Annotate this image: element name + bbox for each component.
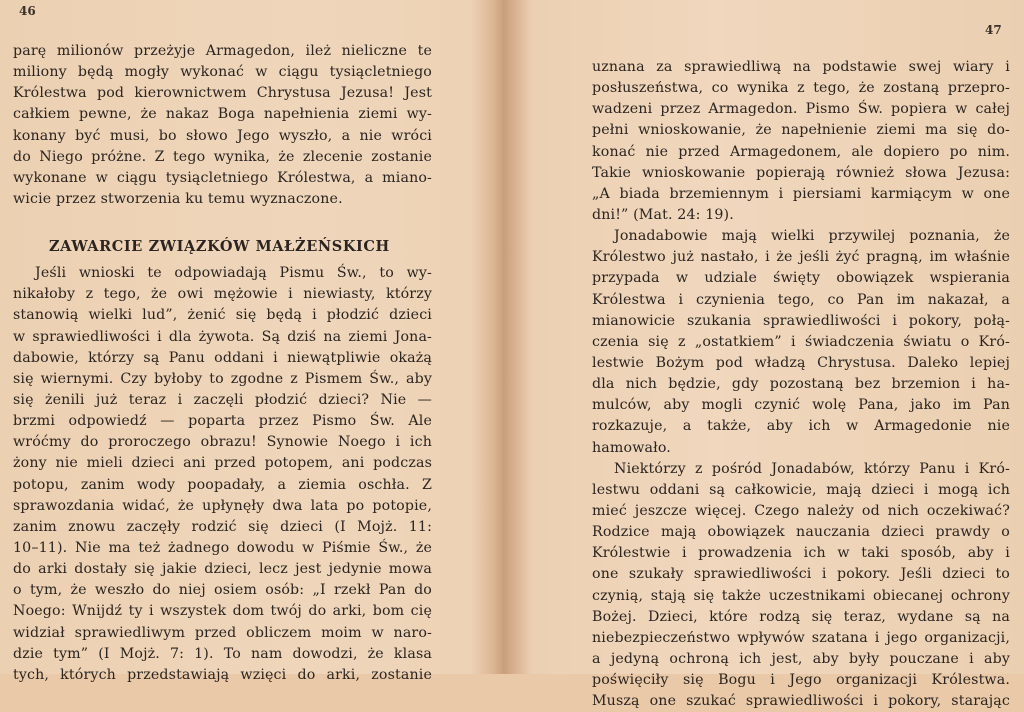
- text-line: wróćmy do proroczego obrazu! Synowie Noego i ich: [13, 434, 432, 451]
- text-line: posłuszeństwa, co wynika z tego, że zostaną przepro-: [592, 80, 1010, 97]
- page-number: 46: [19, 4, 36, 18]
- text-line: mianowicie szukania sprawiedliwości i pokory, połą-: [592, 312, 1010, 329]
- left-page: [0, 0, 506, 683]
- text-line: miliony będą mogły wykonać w ciągu tysiącletniego: [13, 64, 432, 81]
- left-page-text: [13, 41, 432, 686]
- text-line: pełni wnioskowanie, że napełnienie ziemi ma się do-: [592, 122, 1010, 139]
- text-line: wicie przez stworzenia ku temu wyznaczone.: [13, 190, 343, 207]
- text-line: Królestwie i prowadzenia ich w taki sposób, aby i: [592, 545, 1010, 562]
- text-line: o tym, że weszło do niej osiem osób: „I rzekł Pan do: [13, 582, 432, 599]
- text-line: do Niego próżne. Z tego wynika, że zlecenie zostanie: [13, 148, 432, 165]
- text-line: Niektórzy z pośród Jonadabów, którzy Panu i Kró-: [614, 460, 1010, 477]
- text-line: konać nie przed Armagedonem, ale dopiero po nim.: [592, 143, 1010, 160]
- text-line: niebezpieczeństwo wpływów szatana i jego organizacji,: [592, 629, 1010, 646]
- text-line: poświęciły się Bogu i Jego organizacji Królestwa.: [592, 672, 1010, 689]
- right-page: [506, 0, 1024, 710]
- text-line: stanowią wielki lud”, żenić się będą i płodzić dzieci: [13, 307, 432, 324]
- text-line: brzmi odpowiedź — poparta przez Pismo Św. Ale: [13, 413, 432, 430]
- text-line: Królestwa i czynienia tego, co Pan im nakazał, a: [592, 291, 1010, 308]
- text-line: one szukały sprawiedliwości i pokory. Jeśli dzieci to: [592, 566, 1010, 583]
- text-line: Królestwa pod kierownictwem Chrystusa Jezusa! Jest: [13, 85, 432, 102]
- text-line: widział sprawiedliwym przed obliczem moim w naro-: [13, 624, 432, 641]
- text-line: rozkazuje, a także, aby ich w Armagedonie nie: [592, 418, 1010, 435]
- text-line: nikałoby z tego, że owi mężowie i niewiasty, którzy: [13, 286, 432, 303]
- text-line: konany być musi, bo słowo Jego wyszło, a nie wróci: [13, 127, 432, 144]
- text-line: mulców, aby mogli czynić wolę Pana, jako im Pan: [592, 397, 1010, 414]
- text-line: dzie tym” (I Mojż. 7: 1). To nam dowodzi, że klasa: [13, 645, 432, 662]
- text-line: potopu, zanim wody poopadały, a ziemia oschła. Z: [13, 476, 432, 493]
- text-line: się żenili już teraz i zaczęli płodzić dzieci? Nie —: [13, 391, 432, 408]
- text-line: w sprawiedliwości i dla żywota. Są dziś na ziemi Jona-: [13, 328, 432, 345]
- text-line: mieć jeszcze więcej. Czego należy od nich oczekiwać?: [592, 502, 1010, 519]
- text-line: „A biada brzemiennym i piersiami karmiącym w one: [592, 185, 1010, 202]
- text-line: a jedyną ochroną ich jest, aby były pouczane i aby: [592, 650, 1010, 667]
- text-line: Noego: Wnijdź ty i wszystek dom twój do arki, bom cię: [13, 603, 432, 620]
- text-line: czynią, stają się także uczestnikami obiecanej ochrony: [592, 587, 1010, 604]
- right-page-text: [592, 57, 1010, 712]
- text-line: przypada w udziale święty obowiązek wspierania: [592, 270, 1010, 287]
- text-line: wadzeni przez Armagedon. Pismo Św. popiera w całej: [592, 101, 1010, 118]
- text-line: Muszą one szukać sprawiedliwości i pokory, starając: [592, 693, 1010, 710]
- text-line: dla nich będzie, gdy pozostaną bez brzemion i ha-: [592, 376, 1010, 393]
- text-line: lestwu oddani są całkowicie, mają dzieci i mogą ich: [592, 481, 1010, 498]
- text-line: wykonane w ciągu tysiącletniego Królestwa, a miano-: [13, 169, 432, 186]
- text-line: sprawozdania widać, że upłynęły dwa lata po potopie,: [13, 497, 432, 514]
- text-line: Królestwo już nastało, i że jeśli żyć pragną, im właśnie: [592, 249, 1010, 266]
- text-line: tych, których przedstawiają wzięci do arki, zostanie: [13, 666, 432, 683]
- text-line: Rodzice mają obowiązek nauczania dzieci prawdy o: [592, 524, 1010, 541]
- text-line: zanim znowu zaczęły rodzić się dzieci (I Mojż. 11:: [13, 518, 432, 535]
- text-line: żony nie mieli dzieci ani przed potopem, ani podczas: [13, 455, 432, 472]
- text-line: hamowało.: [592, 439, 671, 456]
- text-line: parę milionów przeżyje Armagedon, ileż nieliczne te: [13, 43, 432, 59]
- text-line: 10–11). Nie ma też żadnego dowodu w Piśmie Św., że: [13, 539, 432, 556]
- page-number: 47: [985, 23, 1002, 37]
- text-line: Jeśli wnioski te odpowiadają Pismu Św., to wy-: [35, 265, 432, 282]
- text-line: czenia się z „ostatkiem” i świadczenia światu o Kró-: [592, 333, 1010, 350]
- text-line: Bożej. Dzieci, które rodzą się teraz, wydane są na: [592, 608, 1010, 625]
- text-line: dabowie, którzy są Panu oddani i niewątpliwie okażą: [13, 349, 432, 366]
- text-line: całkiem pewne, że nakaz Boga napełnienia ziemi wy-: [13, 106, 432, 123]
- text-line: do arki dostały się jakie dzieci, lecz jest jedynie mowa: [13, 561, 432, 578]
- section-heading: ZAWARCIE ZWIĄZKÓW MAŁŻEŃSKICH: [49, 238, 390, 256]
- text-line: lestwie Bożym pod władzą Chrystusa. Daleko lepiej: [592, 354, 1010, 371]
- text-line: uznana za sprawiedliwą na podstawie swej wiary i: [592, 59, 1010, 75]
- text-line: dni!” (Mat. 24: 19).: [592, 206, 734, 223]
- text-line: się wiernymi. Czy byłoby to zgodne z Pismem Św., aby: [13, 370, 432, 387]
- text-line: Takie wnioskowanie popierają również słowa Jezusa:: [592, 164, 1010, 181]
- text-line: Jonadabowie mają wielki przywilej poznania, że: [614, 228, 1010, 245]
- paragraph-gap: [13, 210, 432, 231]
